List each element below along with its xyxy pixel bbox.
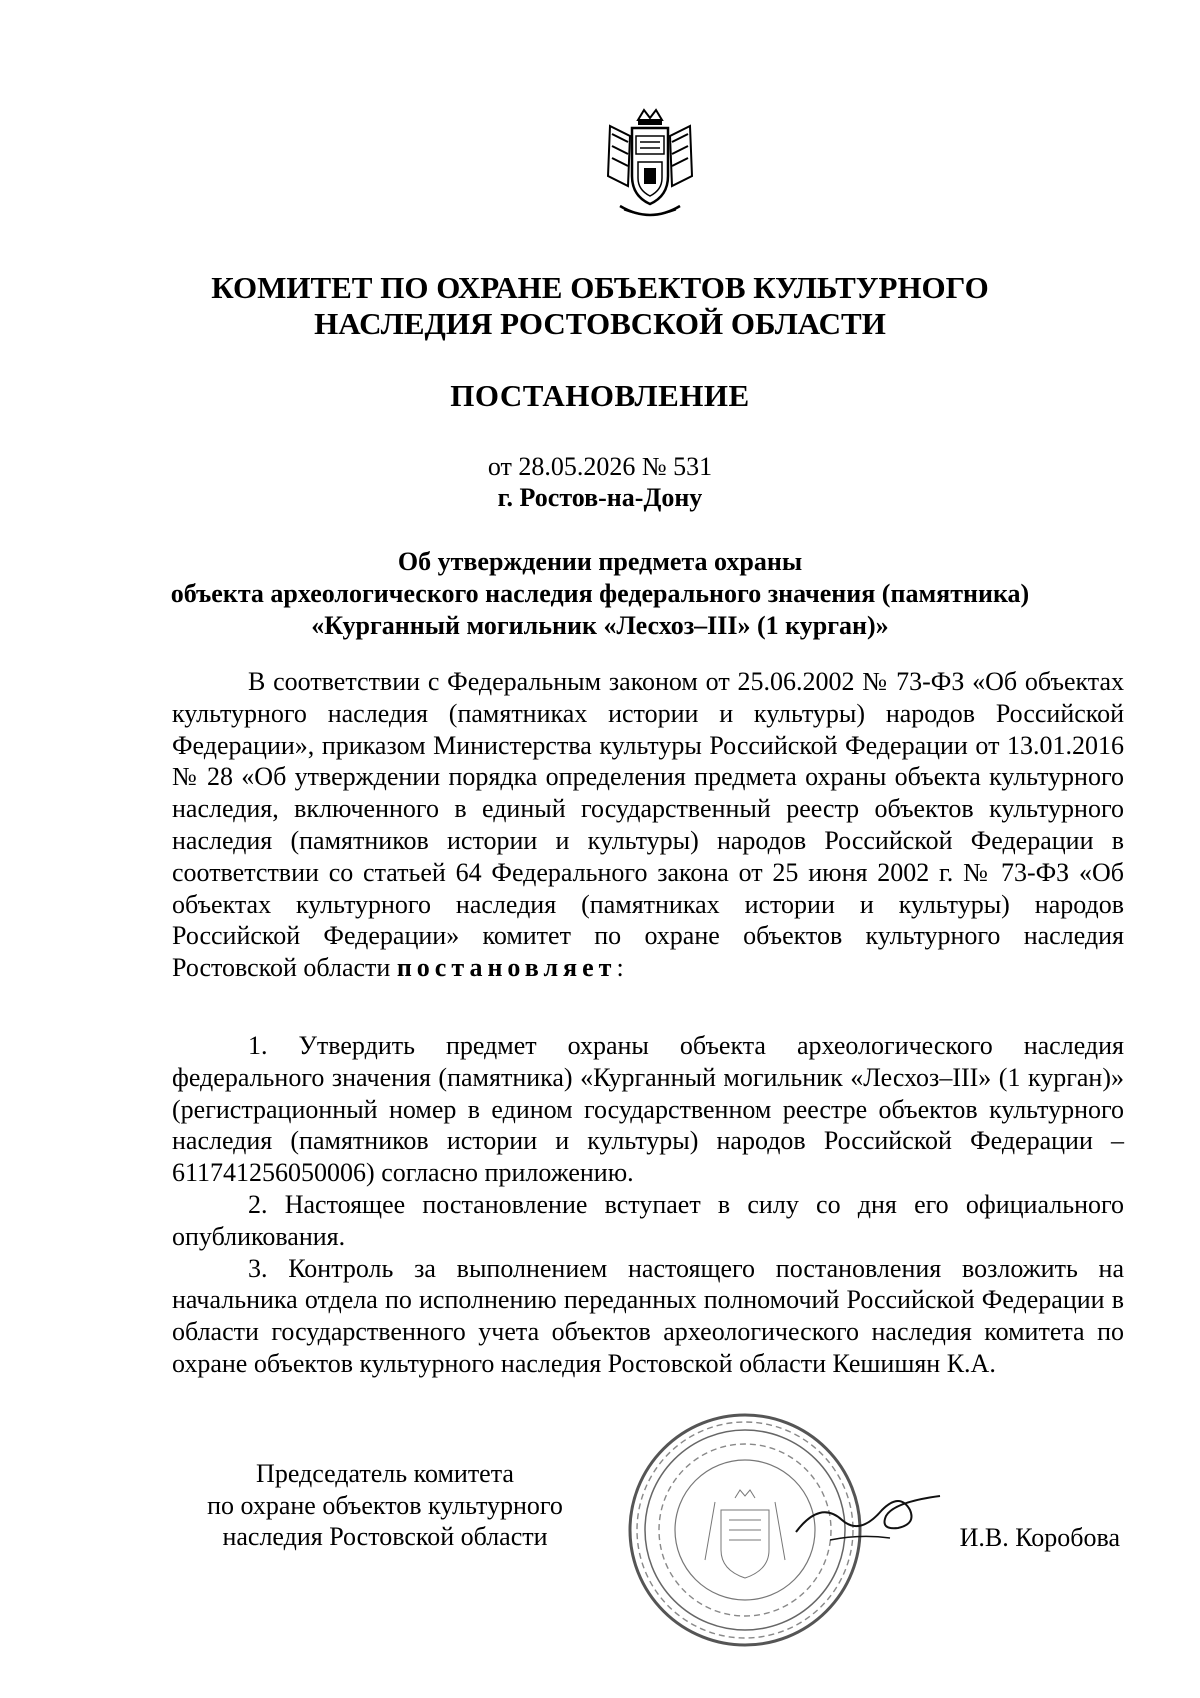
document-type: ПОСТАНОВЛЕНИЕ	[450, 378, 750, 413]
document-date-number: от 28.05.2026 № 531	[487, 452, 713, 481]
decree-items	[172, 1030, 1124, 1380]
subject-line3: «Курганный могильник «Лесхоз–III» (1 курган)»	[311, 611, 889, 640]
coat-of-arms-icon	[600, 106, 700, 224]
organization-title-line2: НАСЛЕДИЯ РОСТОВСКОЙ ОБЛАСТИ	[314, 306, 886, 341]
document-city: г. Ростов-на-Дону	[497, 483, 703, 512]
decree-word: постановляет	[396, 953, 617, 983]
signatory-title-line3: наследия Ростовской области	[222, 1522, 548, 1551]
organization-title-line1: КОМИТЕТ ПО ОХРАНЕ ОБЪЕКТОВ КУЛЬТУРНОГО	[211, 270, 989, 305]
subject-line1: Об утверждении предмета охраны	[397, 547, 803, 576]
signatory-title-line1: Председатель комитета	[256, 1459, 514, 1488]
preamble-text: В соответствии с Федеральным законом от 25.06.2002 № 73-ФЗ «Об объектах культурного наследия (памятниках истории и культуры) народов Российской Федерации», приказом Министерства культуры Российской Федерации от 13.01.2016 № 28 «Об утверждении порядка определения предмета охраны объекта культурного наследия, включенного в единый государственный реестр объектов культурного наследия (памятников истории и культуры) народов Российской Федерации в соответствии со статьей 64 Федерального закона от 25 июня 2002 г. № 73-ФЗ «Об объектах культурного наследия (памятниках истории и культуры) народов Российской Федерации» комитет по охране объектов культурного наследия Ростовской области	[172, 667, 1124, 983]
signatory-title-line2: по охране объектов культурного	[207, 1490, 563, 1520]
subject-line2: объекта археологического наследия федерального значения (памятника)	[170, 579, 1030, 608]
signatory-title	[170, 1458, 600, 1553]
decree-item-1: 1. Утвердить предмет охраны объекта археологического наследия федерального значения (памятника) «Курганный могильник «Лесхоз–III» (1 курган)» (регистрационный номер в едином государственном реестре объектов культурного наследия (памятников истории и культуры) народов Российской Федерации – 611741256050006) согласно приложению.	[172, 1031, 1124, 1188]
handwritten-signature-icon	[790, 1480, 950, 1560]
decree-item-2: 2. Настоящее постановление вступает в силу со дня его официального опубликования.	[172, 1189, 1124, 1251]
preamble-paragraph	[172, 666, 1124, 984]
document-subject	[150, 546, 1050, 642]
decree-tail: :	[616, 953, 624, 983]
organization-title	[150, 270, 1050, 342]
signatory-name: И.В. Коробова	[959, 1523, 1120, 1552]
decree-item-3: 3. Контроль за выполнением настоящего постановления возложить на начальника отдела по исполнению переданных полномочий Российской Федерации в области государственного учета объектов археологического наследия комитета по охране объектов культурного наследия Ростовской области Кешишян К.А.	[172, 1253, 1124, 1378]
